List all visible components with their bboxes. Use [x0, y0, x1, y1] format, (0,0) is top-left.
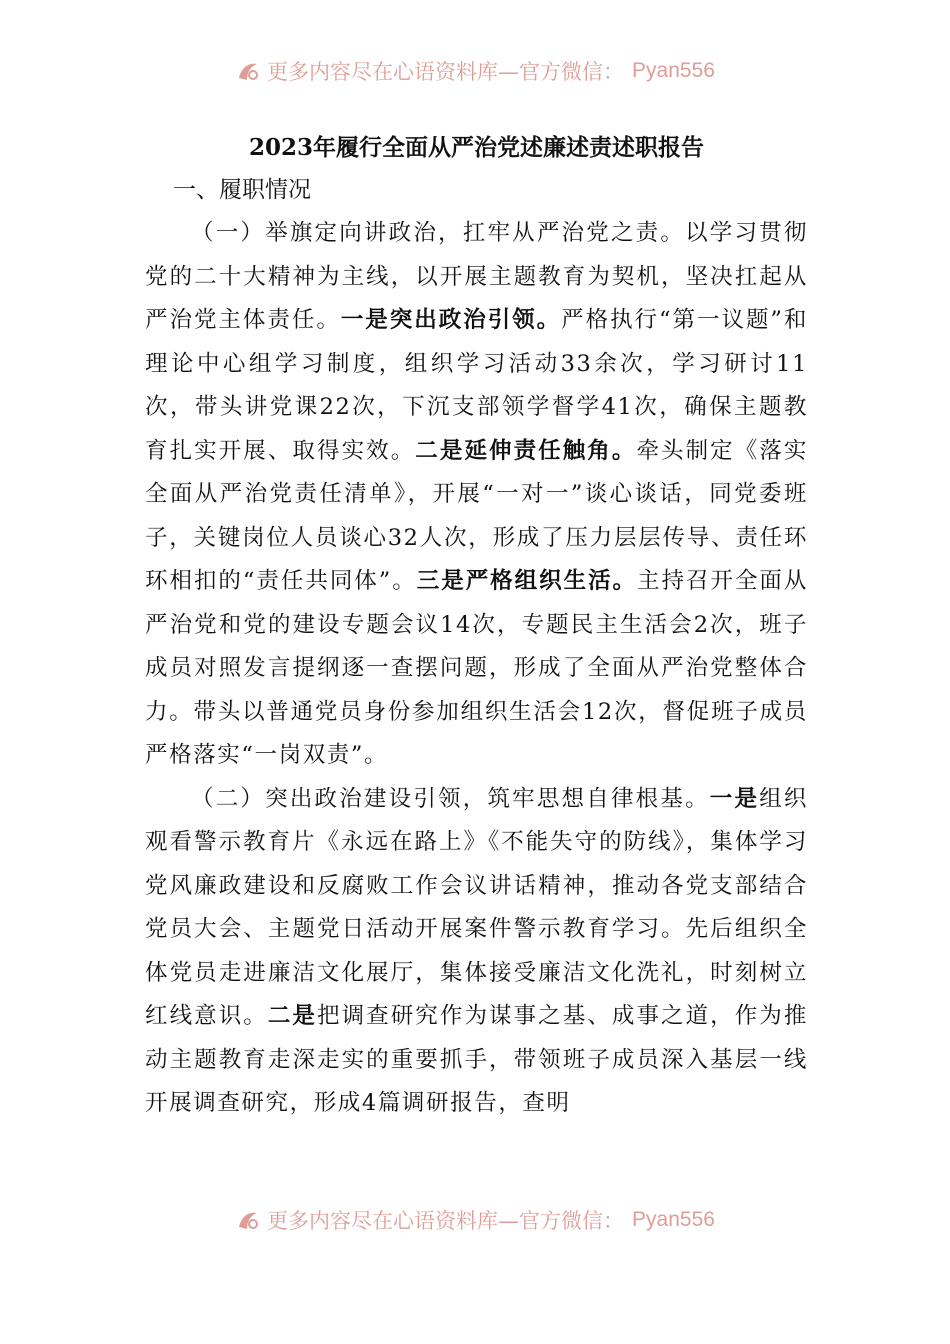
footer-watermark: [0, 1203, 950, 1237]
p2-text-3: 把调查研究作为谋事之基、成事之道，作为推动主题教育走深走实的重要抓手，带领班子成员深入基层一线开展调查研究，形成4篇调研报告，查明: [145, 1003, 808, 1116]
p1-text-1: （一）举旗定向讲政治，扛牢从严治党之责。以学习贯彻党的二十大精神为主线，以开展主题教育为契机，坚决扛起从严治党主体责任。: [145, 220, 808, 333]
watermark-wechat-id: Pyan556: [632, 59, 715, 82]
watermark-logo-icon: [235, 58, 261, 84]
document-body: [145, 126, 808, 1126]
p1-text-3: 牵头制定《落实全面从严治党责任清单》，开展“一对一”谈心谈话，同党委班子，关键岗位人员谈心32人次，形成了压力层层传导、责任环环相扣的“责任共同体”。: [145, 437, 808, 594]
p1-bold-3: 三是严格组织生活。: [416, 568, 638, 594]
p2-text-2: 组织观看警示教育片《永远在路上》《不能失守的防线》，集体学习党风廉政建设和反腐败工作会议讲话精神，推动各党支部结合党员大会、主题党日活动开展案件警示教育学习。先后组织全体党员走进廉洁文化展厅，集体接受廉洁文化洗礼，时刻树立红线意识。: [145, 785, 809, 1029]
watermark-logo-icon: [235, 1207, 261, 1233]
p1-bold-2: 二是延伸责任触角。: [415, 437, 637, 464]
p2-bold-1: 一是: [709, 785, 760, 812]
header-watermark: [0, 54, 950, 88]
p2-text-1: （二）突出政治建设引领，筑牢思想自律根基。: [191, 785, 710, 812]
paragraph-2: [145, 778, 808, 1126]
p1-text-2: 严格执行“第一议题”和理论中心组学习制度，组织学习活动33余次，学习研讨11次，带头讲党课22次，下沉支部领学督学41次，确保主题教育扎实开展、取得实效。: [145, 307, 808, 464]
watermark-text: 更多内容尽在心语资料库—官方微信：: [267, 60, 625, 84]
p1-text-4: 主持召开全面从严治党和党的建设专题会议14次，专题民主生活会2次，班子成员对照发言提纲逐一查摆问题，形成了全面从严治党整体合力。带头以普通党员身份参加组织生活会12次，督促班子成员严格落实“一岗双责”。: [145, 568, 808, 768]
watermark-wechat-id: Pyan556: [632, 1208, 715, 1231]
p1-bold-1: 一是突出政治引领。: [340, 307, 562, 333]
watermark-text: 更多内容尽在心语资料库—官方微信：: [267, 1209, 625, 1233]
paragraph-1: [145, 212, 808, 778]
document-title: 2023年履行全面从严治党述廉述责述职报告: [248, 134, 704, 161]
section-heading: 一、履职情况: [173, 177, 311, 203]
p2-bold-2: 二是: [267, 1003, 318, 1029]
